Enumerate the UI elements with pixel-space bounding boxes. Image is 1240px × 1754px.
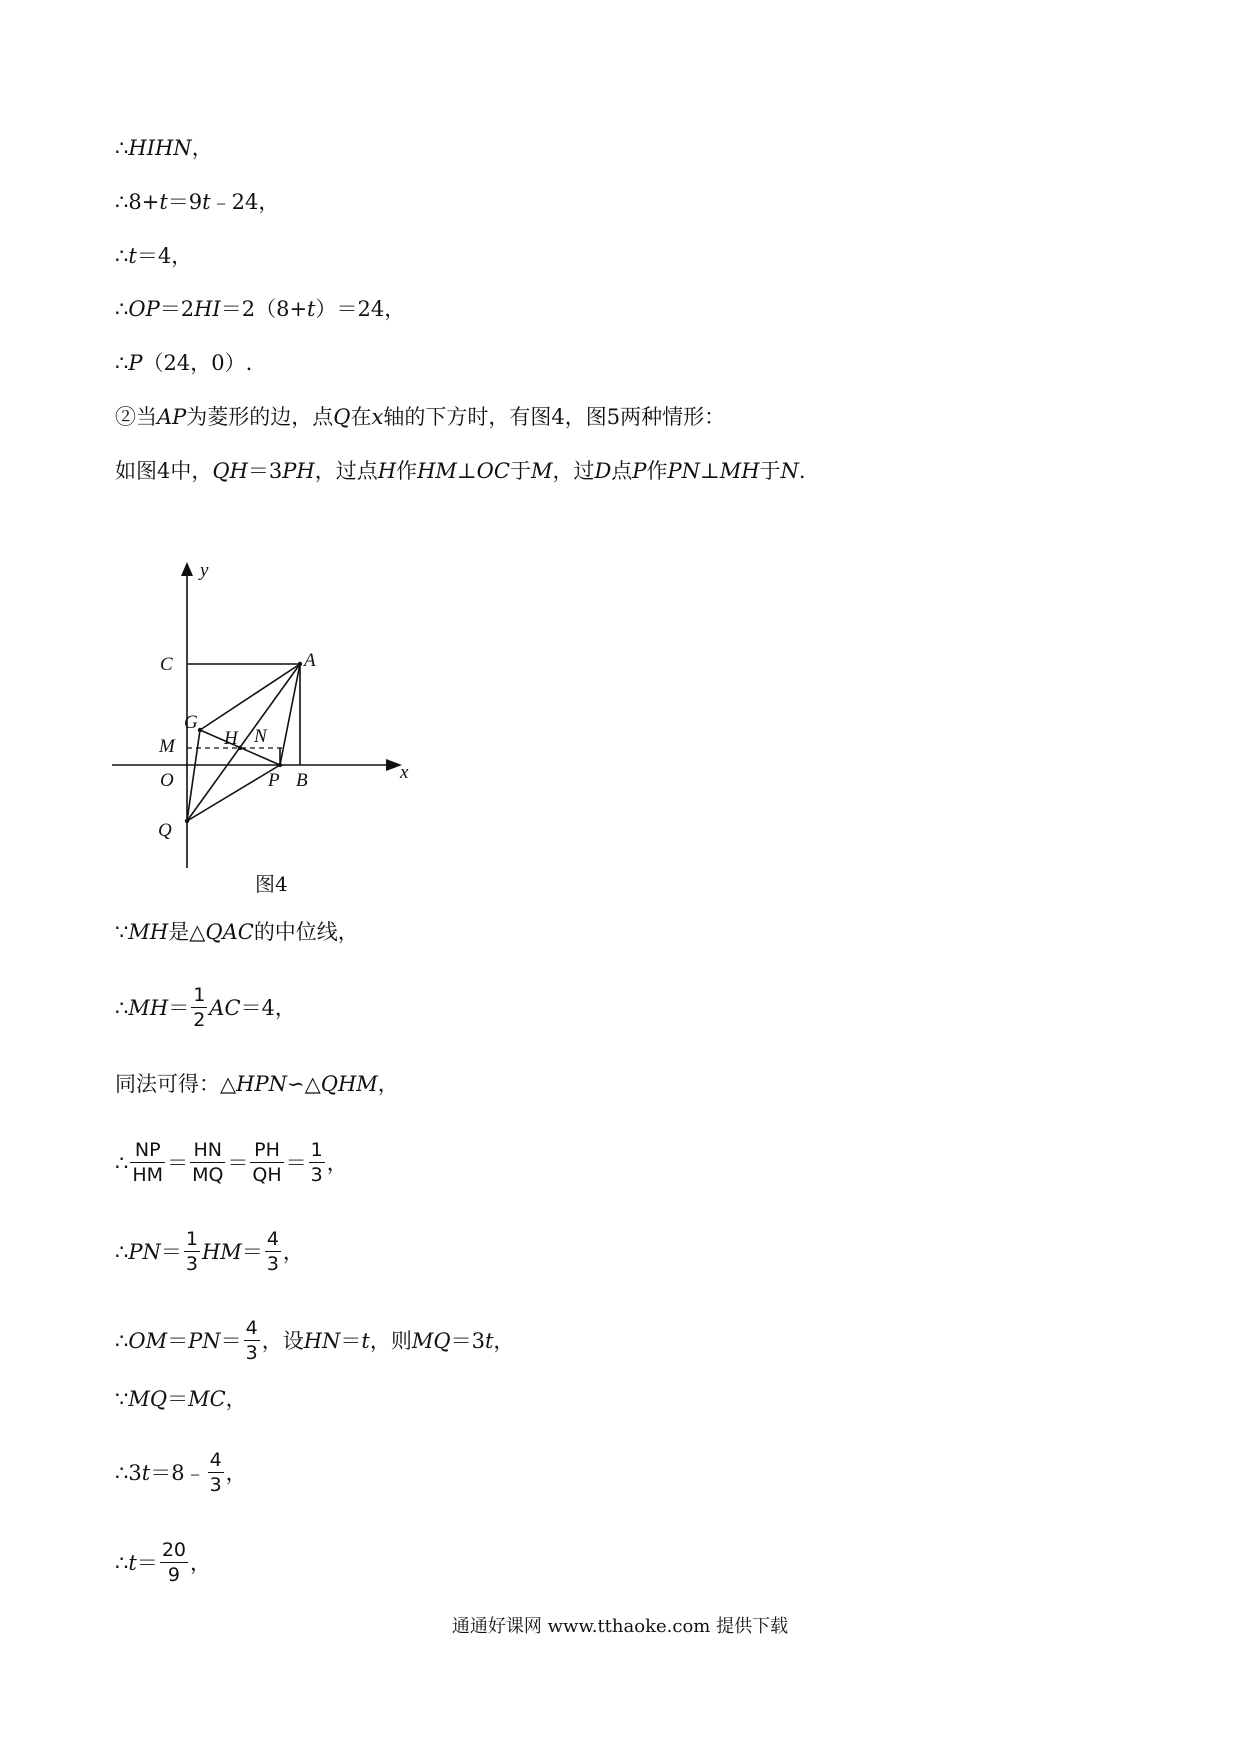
- segment-QG: [187, 730, 200, 821]
- line-10: 同法可得：△HPN∽△QHM，: [115, 1072, 399, 1096]
- label-x: x: [400, 762, 409, 783]
- page-footer: 通通好课网 www.tthaoke.com 提供下载: [451, 1616, 789, 1637]
- fraction: $\frac{NP}{HM}$: [132, 1139, 164, 1186]
- label-O: O: [160, 770, 174, 791]
- fraction: $\frac{1}{3}$: [185, 1228, 198, 1275]
- label-N: N: [254, 726, 267, 747]
- segment-QA: [187, 664, 300, 821]
- label-y: y: [200, 560, 209, 581]
- fraction: $\frac{4}{3}$: [266, 1228, 279, 1275]
- fraction: $\frac{1}{2}$: [193, 984, 206, 1031]
- segment-PQ: [187, 765, 280, 821]
- fraction: $\frac{1}{3}$: [310, 1139, 323, 1186]
- line-8: ∵MH是△QAC的中位线，: [115, 920, 359, 944]
- label-P: P: [268, 770, 280, 791]
- figure-caption: 图4: [255, 872, 288, 896]
- fraction: $\frac{PH}{QH}$: [252, 1139, 282, 1186]
- line-2: ∴8+t＝9t﹣24，: [115, 190, 280, 214]
- line-7: 如图4中，QH＝3PH，过点H作HM⊥OC于M，过D点P作PN⊥MH于N.: [115, 459, 806, 483]
- label-Q: Q: [158, 820, 172, 841]
- line-11: ∴ $\frac{NP}{HM}$ ＝ $\frac{HN}{MQ}$ ＝ $\frac{PH}{QH}$ ＝ $\frac{1}{3}$ ，: [115, 1139, 348, 1186]
- because-symbol: ∵: [115, 920, 129, 944]
- label-C: C: [160, 654, 173, 675]
- line-3: ∴t＝4，: [115, 244, 193, 268]
- line-6: ②当AP为菱形的边，点Q在x轴的下方时，有图4，图5两种情形：: [115, 405, 726, 429]
- label-G: G: [184, 712, 198, 733]
- fraction: $\frac{HN}{MQ}$: [192, 1139, 224, 1186]
- line-15: ∴3t＝8﹣ $\frac{4}{3}$ ，: [115, 1449, 247, 1496]
- line-14: ∵MQ＝MC，: [115, 1387, 247, 1411]
- fraction: $\frac{20}{9}$: [161, 1539, 187, 1586]
- fraction: $\frac{4}{3}$: [209, 1449, 222, 1496]
- line-13: ∴OM＝PN＝ $\frac{4}{3}$ ，设HN＝t，则MQ＝3t，: [115, 1317, 515, 1364]
- line-4: ∴OP＝2HI＝2（8+t）＝24，: [115, 297, 406, 321]
- label-A: A: [304, 650, 316, 671]
- fraction: $\frac{4}{3}$: [245, 1317, 258, 1364]
- line-1: ∴HIHN，: [115, 136, 213, 160]
- segment-GA: [200, 664, 300, 730]
- figure-4-diagram: [110, 560, 430, 880]
- y-axis-arrow: [181, 562, 193, 576]
- line-9: ∴MH＝ $\frac{1}{2}$ AC＝4，: [115, 984, 296, 1031]
- therefore-symbol: ∴: [115, 136, 129, 160]
- label-M: M: [159, 736, 175, 757]
- line-12: ∴PN＝ $\frac{1}{3}$ HM＝ $\frac{4}{3}$ ，: [115, 1228, 304, 1275]
- line-16: ∴t＝ $\frac{20}{9}$ ，: [115, 1539, 212, 1586]
- label-H: H: [224, 728, 238, 749]
- line-5: ∴P（24，0）.: [115, 351, 253, 375]
- label-B: B: [296, 770, 308, 791]
